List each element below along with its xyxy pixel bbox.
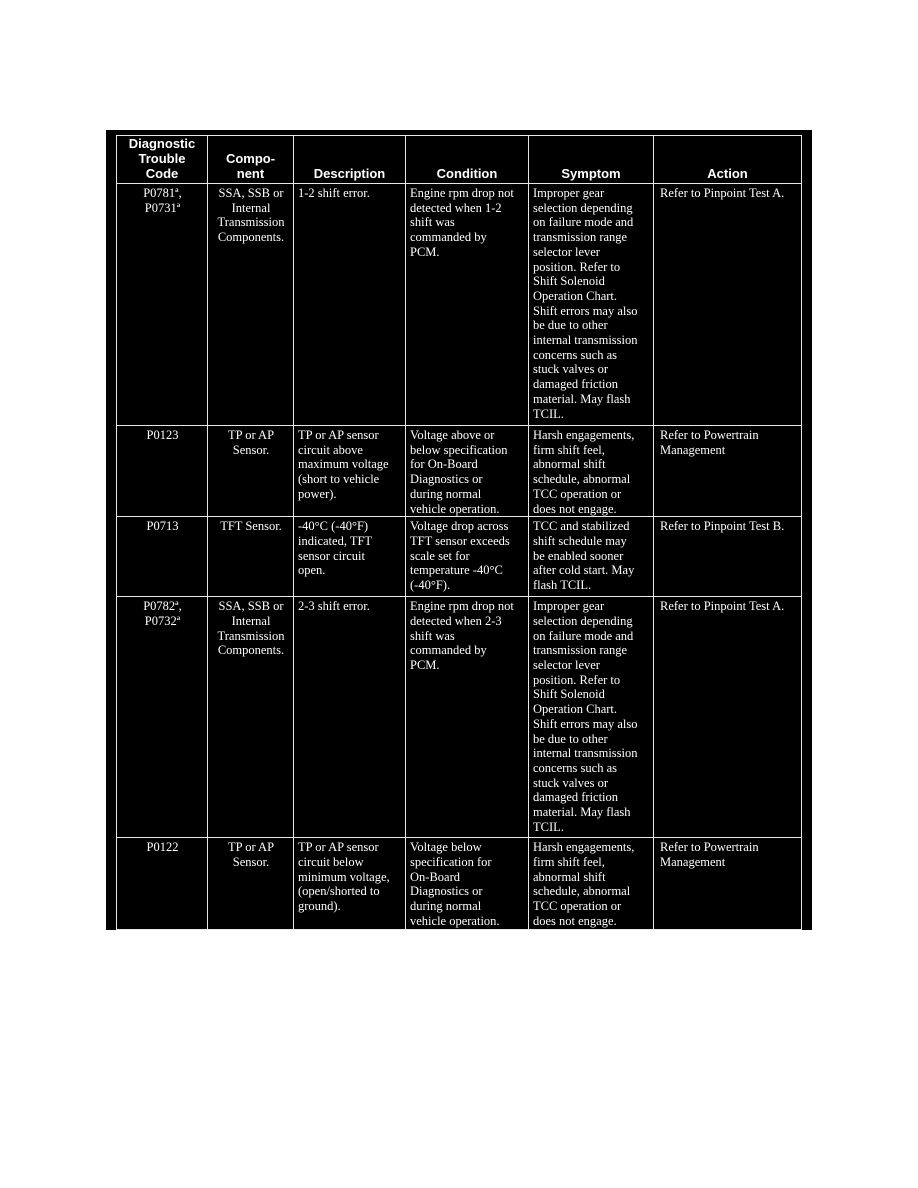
action-cell: Refer to Powertrain Management	[654, 426, 802, 517]
condition-cell: Voltage above or below specification for On-Board Diagnostics or during normal vehicle operation.	[406, 426, 529, 517]
symptom-cell: TCC and stabilized shift schedule may be enabled sooner after cold start. May flash TCIL.	[529, 517, 654, 597]
table-header-row	[117, 136, 802, 184]
action-cell: Refer to Pinpoint Test A.	[654, 184, 802, 426]
table-row	[117, 838, 802, 930]
symptom-cell: Improper gear selection depending on failure mode and transmission range selector lever position. Refer to Shift Solenoid Operation Chart. Shift errors may also be due to other internal transmission concerns such as stuck valves or damaged friction material. May flash TCIL.	[529, 184, 654, 426]
trouble-code: P0122	[146, 840, 179, 855]
description-cell: 1-2 shift error.	[294, 184, 406, 426]
trouble-code: P0123	[146, 428, 179, 442]
condition-cell: Voltage below specification for On-Board Diagnostics or during normal vehicle operation.	[406, 838, 529, 930]
code-cell	[117, 838, 208, 930]
header-symptom: Symptom	[529, 136, 654, 184]
component-cell: TP or AP Sensor.	[208, 838, 294, 930]
trouble-code: P0732ª	[144, 613, 181, 628]
symptom-cell: Improper gear selection depending on failure mode and transmission range selector lever position. Refer to Shift Solenoid Operation Chart. Shift errors may also be due to other internal transmission concerns such as stuck valves or damaged friction material. May flash TCIL.	[529, 597, 654, 838]
condition-cell: Engine rpm drop not detected when 2-3 shift was commanded by PCM.	[406, 597, 529, 838]
symptom-cell: Harsh engagements, firm shift feel, abnormal shift schedule, abnormal TCC operation or does not engage.	[529, 426, 654, 517]
component-cell: SSA, SSB or Internal Transmission Components.	[208, 597, 294, 838]
trouble-code: P0782ª,	[143, 599, 182, 614]
diagnostic-trouble-code-table	[116, 135, 802, 930]
component-cell: SSA, SSB or Internal Transmission Components.	[208, 184, 294, 426]
header-description: Description	[294, 136, 406, 184]
scanned-table-page	[106, 130, 812, 930]
description-cell: 2-3 shift error.	[294, 597, 406, 838]
action-cell: Refer to Pinpoint Test B.	[654, 517, 802, 597]
code-cell	[117, 184, 208, 426]
trouble-code: P0713	[146, 519, 179, 534]
description-cell: TP or AP sensor circuit above maximum voltage (short to vehicle power).	[294, 426, 406, 517]
header-code: Diagnostic Trouble Code	[117, 136, 208, 184]
component-cell: TFT Sensor.	[208, 517, 294, 597]
action-cell: Refer to Pinpoint Test A.	[654, 597, 802, 838]
action-cell: Refer to Powertrain Management	[654, 838, 802, 930]
trouble-code: P0731ª	[144, 200, 181, 215]
header-action: Action	[654, 136, 802, 184]
component-cell: TP or AP Sensor.	[208, 426, 294, 517]
condition-cell: Engine rpm drop not detected when 1-2 shift was commanded by PCM.	[406, 184, 529, 426]
code-cell	[117, 426, 208, 517]
table-row	[117, 184, 802, 426]
table-row	[117, 426, 802, 517]
code-cell	[117, 597, 208, 838]
condition-cell: Voltage drop across TFT sensor exceeds scale set for temperature -40°C (-40°F).	[406, 517, 529, 597]
header-component: Compo- nent	[208, 136, 294, 184]
description-cell: -40°C (-40°F) indicated, TFT sensor circuit open.	[294, 517, 406, 597]
trouble-code: P0781ª,	[143, 186, 182, 200]
symptom-cell: Harsh engagements, firm shift feel, abnormal shift schedule, abnormal TCC operation or does not engage.	[529, 838, 654, 930]
table-row	[117, 517, 802, 597]
code-cell	[117, 517, 208, 597]
header-condition: Condition	[406, 136, 529, 184]
description-cell: TP or AP sensor circuit below minimum voltage, (open/shorted to ground).	[294, 838, 406, 930]
table-row	[117, 597, 802, 838]
